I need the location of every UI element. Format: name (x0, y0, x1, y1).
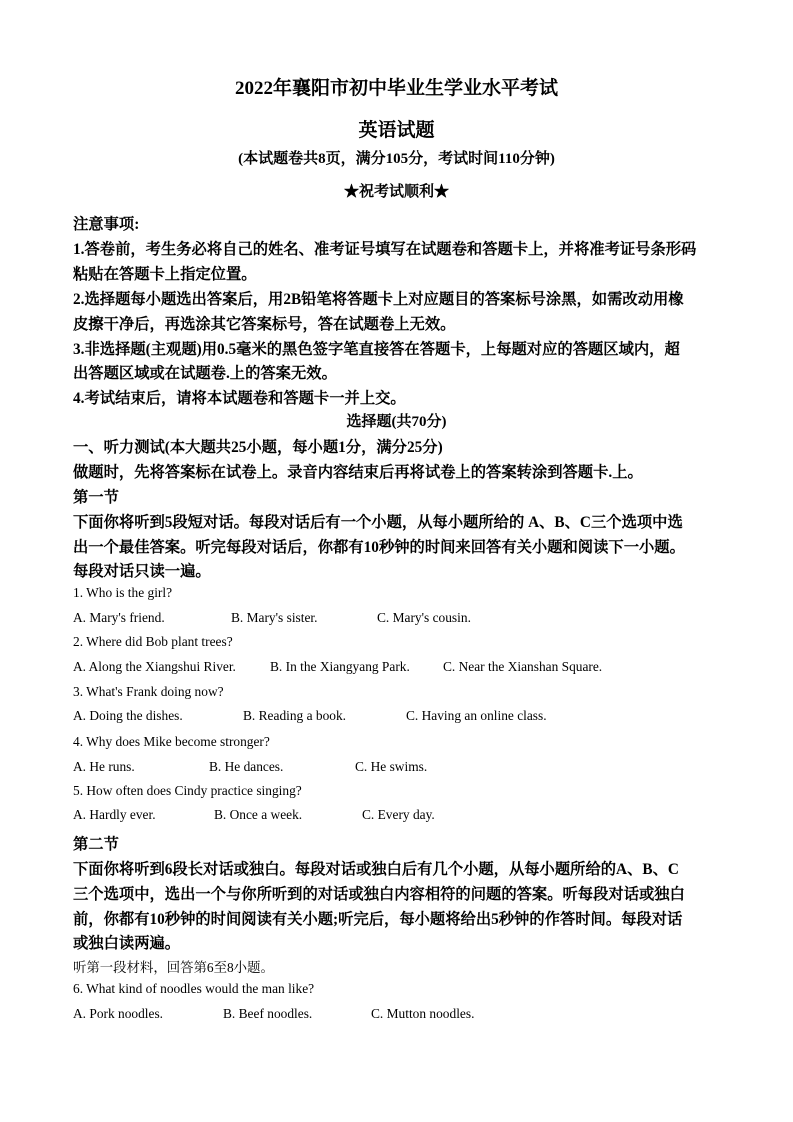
option-a: A. Hardly ever. (73, 807, 156, 822)
option-c: C. Every day. (362, 807, 435, 822)
notice-heading: 注意事项: (73, 216, 140, 233)
option-b: B. In the Xiangyang Park. (270, 659, 410, 674)
notice-line: 4.考试结束后，请将本试题卷和答题卡一并上交。 (73, 390, 406, 407)
subject-title: 英语试题 (358, 120, 435, 141)
question-text: 4. Why does Mike become stronger? (73, 734, 270, 749)
option-c: C. Mary's cousin. (377, 610, 471, 625)
option-a: A. He runs. (73, 759, 135, 774)
option-b: B. Once a week. (214, 807, 303, 822)
option-c: C. He swims. (355, 759, 428, 774)
notice-line: 皮擦干净后，再选涂其它答案标号，答在试题卷上无效。 (73, 316, 456, 333)
section-title: 选择题(共70分) (346, 414, 447, 430)
sub2-instruction: 三个选项中，选出一个与你所听到的对话或独白内容相符的问题的答案。听每段对话或独白 (73, 886, 685, 903)
option-c: C. Mutton noodles. (371, 1006, 475, 1021)
sub2-instruction: 或独白读两遍。 (73, 935, 181, 952)
option-a: A. Along the Xiangshui River. (73, 659, 236, 674)
exam-info: (本试题卷共8页，满分105分，考试时间110分钟) (238, 151, 555, 167)
notice-line: 2.选择题每小题选出答案后，用2B铅笔将答题卡上对应题目的答案标号涂黑，如需改动用橡 (73, 291, 684, 308)
option-b: B. He dances. (209, 759, 284, 774)
exam-title: 2022年襄阳市初中毕业生学业水平考试 (234, 78, 558, 99)
sub1-heading: 第一节 (73, 489, 119, 506)
sub2-instruction: 前，你都有10秒钟的时间阅读有关小题;听完后，每小题将给出5秒钟的作答时间。每段对话 (73, 911, 683, 928)
notice-line: 1.答卷前，考生务必将自己的姓名、准考证号填写在试题卷和答题卡上，并将准考证号条形码 (73, 241, 697, 258)
option-b: B. Reading a book. (243, 708, 347, 723)
option-a: A. Doing the dishes. (73, 708, 183, 723)
question-text: 6. What kind of noodles would the man like? (73, 981, 315, 996)
sub1-instruction: 每段对话只读一遍。 (73, 563, 211, 580)
question-text: 5. How often does Cindy practice singing? (73, 783, 302, 798)
question-text: 3. What's Frank doing now? (73, 684, 224, 699)
sub2-instruction: 下面你将听到6段长对话或独白。每段对话或独白后有几个小题，从每小题所给的A、B、C (73, 861, 679, 878)
part1-heading: 一、听力测试(本大题共25小题，每小题1分，满分25分) (73, 439, 443, 456)
notice-line: 出答题区域或在试题卷.上的答案无效。 (73, 365, 337, 382)
notice-line: 粘贴在答题卡上指定位置。 (73, 266, 257, 283)
question-text: 2. Where did Bob plant trees? (73, 634, 233, 649)
material-note: 听第一段材料，回答第6至8小题。 (73, 960, 274, 975)
question-text: 1. Who is the girl? (73, 585, 173, 600)
sub1-instruction: 出一个最佳答案。听完每段对话后，你都有10秒钟的时间来回答有关小题和阅读下一小题。 (73, 539, 685, 556)
notice-line: 3.非选择题(主观题)用0.5毫米的黑色签字笔直接答在答题卡，上每题对应的答题区域内，超 (73, 341, 680, 358)
part1-note: 做题时，先将答案标在试卷上。录音内容结束后再将试卷上的答案转涂到答题卡.上。 (73, 464, 643, 481)
option-c: C. Near the Xianshan Square. (443, 659, 603, 674)
option-b: B. Mary's sister. (231, 610, 318, 625)
option-b: B. Beef noodles. (223, 1006, 313, 1021)
sub2-heading: 第二节 (73, 836, 119, 853)
option-a: A. Pork noodles. (73, 1006, 164, 1021)
option-a: A. Mary's friend. (73, 610, 165, 625)
option-c: C. Having an online class. (406, 708, 547, 723)
exam-wish: ★祝考试顺利★ (343, 184, 449, 200)
sub1-instruction: 下面你将听到5段短对话。每段对话后有一个小题，从每小题所给的 A、B、C三个选项中选 (73, 514, 683, 531)
